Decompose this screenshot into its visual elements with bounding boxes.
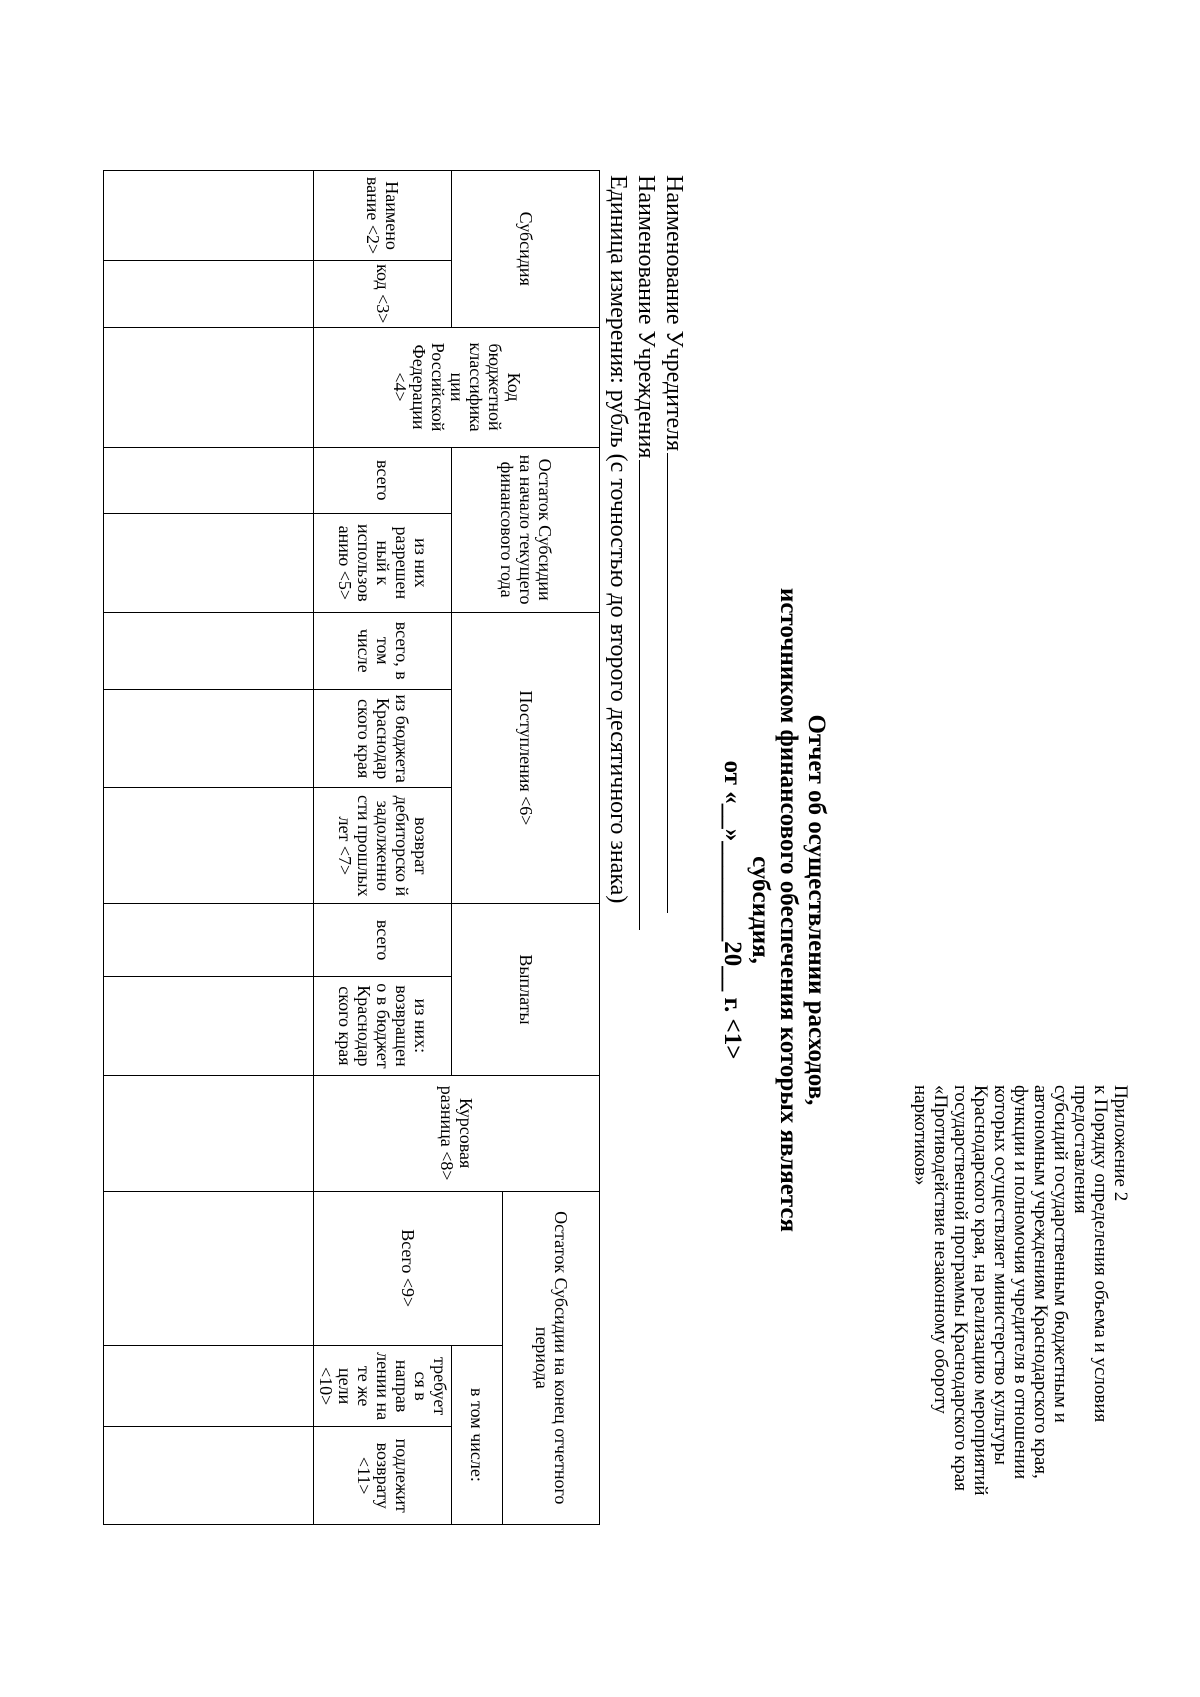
founder-row bbox=[660, 175, 688, 930]
table-cell[interactable] bbox=[104, 977, 314, 1076]
receipts-budget-header: из бюджета Краснодар ского края bbox=[314, 689, 452, 788]
table-cell[interactable] bbox=[104, 1075, 314, 1191]
code-header: код <3> bbox=[314, 261, 452, 327]
appendix-line: к Порядку определения объема и условия bbox=[1090, 1085, 1111, 1423]
in-that-number-header: в том числе: bbox=[452, 1345, 503, 1524]
founder-label: Наименование Учредителя bbox=[661, 175, 687, 452]
balance-permitted-header: из них разрешен ный к использов анию <5> bbox=[314, 514, 452, 613]
report-table bbox=[103, 170, 600, 1525]
balance-end-total-header: Всего <9> bbox=[314, 1191, 503, 1345]
appendix-line: предоставления bbox=[1070, 1085, 1091, 1214]
payments-returned-header: из них: возвращен о в бюджет Краснодар ского края bbox=[314, 977, 452, 1076]
header-row-1 bbox=[503, 171, 600, 1525]
balance-end-header: Остаток Субсидии на конец отчетного периода bbox=[503, 1191, 600, 1524]
table-cell[interactable] bbox=[104, 1427, 314, 1525]
name-header: Наимено вание <2> bbox=[314, 171, 452, 261]
balance-start-header: Остаток Субсидии на начало текущего финансового года bbox=[452, 447, 600, 612]
to-return-header: подлежит возврату <11> bbox=[314, 1427, 452, 1525]
unit-row bbox=[604, 175, 632, 930]
institution-fill-line[interactable] bbox=[639, 460, 660, 930]
payments-total-header: всего bbox=[314, 904, 452, 977]
title-line-2: источником финансового обеспечения которых является субсидия, bbox=[747, 587, 802, 1233]
appendix-line: субсидий государственным бюджетным и bbox=[1050, 1085, 1071, 1423]
receipts-total-header: всего, в том числе bbox=[314, 612, 452, 689]
appendix-line: которых осуществляет министерство культуры bbox=[990, 1085, 1011, 1465]
appendix-line: «Противодействие незаконному обороту bbox=[930, 1085, 951, 1414]
appendix-line: наркотиков» bbox=[910, 1085, 931, 1186]
title-line-1: Отчет об осуществлении расходов, bbox=[803, 714, 830, 1106]
appendix-line: Краснодарского края, на реализацию мероприятий bbox=[970, 1085, 991, 1496]
institution-row bbox=[632, 175, 660, 930]
table-cell[interactable] bbox=[104, 612, 314, 689]
payments-header: Выплаты bbox=[452, 904, 600, 1076]
exchange-header: Курсовая разница <8> bbox=[314, 1075, 600, 1191]
table-cell[interactable] bbox=[104, 261, 314, 327]
appendix-note bbox=[910, 1085, 1130, 1565]
table-cell[interactable] bbox=[104, 327, 314, 447]
table-cell[interactable] bbox=[104, 447, 314, 513]
table-cell[interactable] bbox=[104, 788, 314, 904]
subsidy-header: Субсидия bbox=[452, 171, 600, 328]
appendix-line: государственной программы Краснодарского края bbox=[950, 1085, 971, 1492]
table-cell[interactable] bbox=[104, 1191, 314, 1345]
unit-label: Единица измерения: рубль (с точностью до второго десятичного знака) bbox=[605, 175, 631, 904]
table-row bbox=[104, 171, 314, 1525]
table-cell[interactable] bbox=[104, 1345, 314, 1426]
table-cell[interactable] bbox=[104, 514, 314, 613]
table-cell[interactable] bbox=[104, 904, 314, 977]
institution-label: Наименование Учреждения bbox=[633, 175, 659, 459]
report-meta bbox=[604, 175, 688, 930]
appendix-line: Приложение 2 bbox=[1110, 1085, 1131, 1202]
report-date-line: от «__»________20__ г. <1> bbox=[719, 760, 746, 1060]
bcc-header: Код бюджетной классифика ции Российской Федерации <4> bbox=[314, 327, 600, 447]
balance-total-header: всего bbox=[314, 447, 452, 513]
table-cell[interactable] bbox=[104, 689, 314, 788]
required-header: требует ся в направ лении на те же цели <10> bbox=[314, 1345, 452, 1426]
table-cell[interactable] bbox=[104, 171, 314, 261]
receipts-header: Поступления <6> bbox=[452, 612, 600, 904]
appendix-line: автономным учреждениям Краснодарского края, bbox=[1030, 1085, 1051, 1479]
report-title bbox=[718, 560, 830, 1260]
founder-fill-line[interactable] bbox=[667, 453, 688, 913]
appendix-line: функции и полномочия учредителя в отношении bbox=[1010, 1085, 1031, 1480]
receipts-return-header: возврат дебиторско й задолженно сти прошлых лет <7> bbox=[314, 788, 452, 904]
